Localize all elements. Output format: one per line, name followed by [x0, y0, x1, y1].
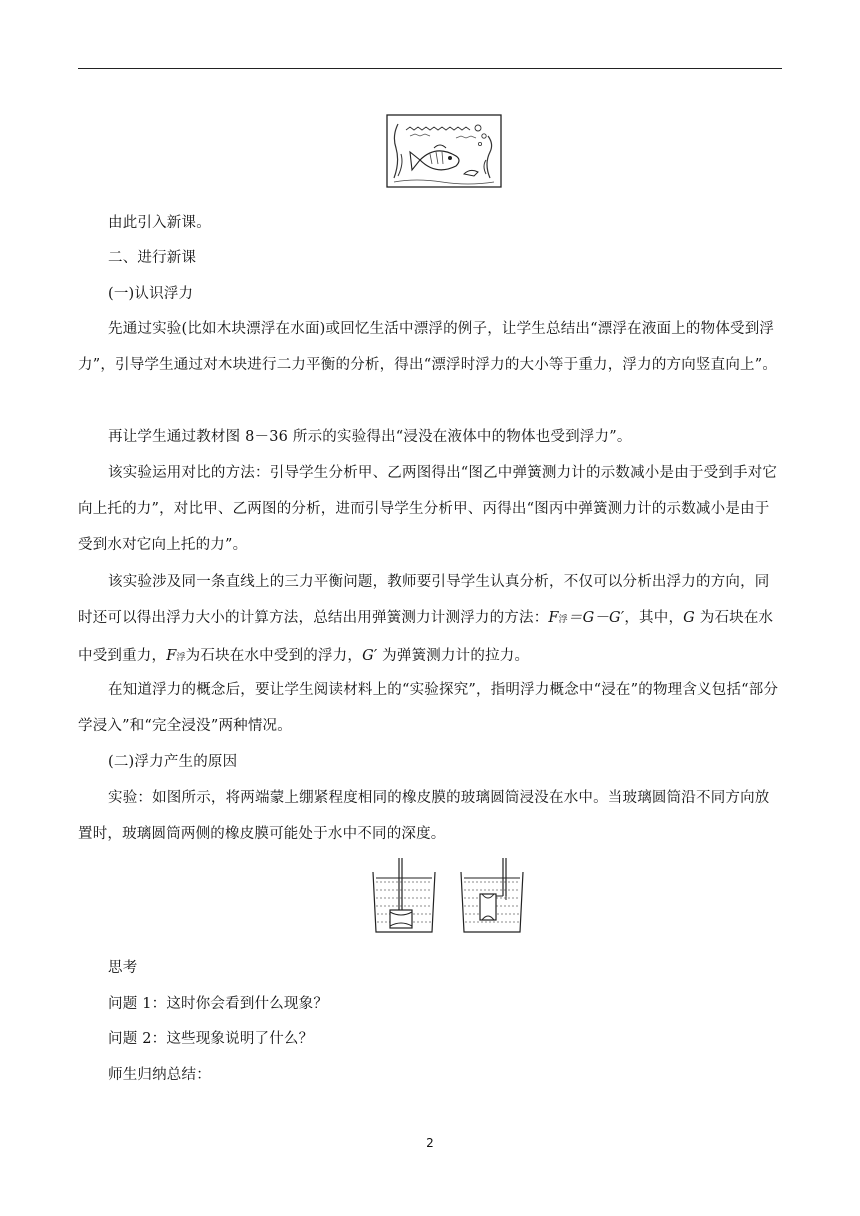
- paragraph-5: 在知道浮力的概念后，要让学生阅读材料上的“实验探究”，指明浮力概念中“浸在”的物理含义包括“部分学浸入”和“完全浸没”两种情况。: [78, 682, 779, 734]
- page-number: 2: [426, 1136, 434, 1150]
- paragraph-4-part-c: 为石块在水中受到重力，: [78, 610, 774, 664]
- summary-line: 师生归纳总结：: [108, 1067, 211, 1083]
- symbol-G: G: [683, 610, 695, 626]
- paragraph-4-part-b: ，其中，: [624, 610, 684, 626]
- formula-sub: 浮: [558, 615, 568, 625]
- symbol-F-sub: 浮: [176, 653, 186, 663]
- think-label: 思考: [108, 960, 138, 976]
- paragraph-4-part-e: 为弹簧测力计的拉力。: [377, 648, 530, 664]
- paragraph-6: 实验：如图所示，将两端蒙上绷紧程度相同的橡皮膜的玻璃圆筒浸没在水中。当玻璃圆筒沿不同方向放置时，玻璃圆筒两侧的橡皮膜可能处于水中不同的深度。: [78, 790, 770, 842]
- subsection-heading-2: (二)浮力产生的原因: [108, 754, 238, 770]
- question-2: 问题 2：这些现象说明了什么？: [108, 1031, 314, 1047]
- glass-tube-experiment-figure: [370, 858, 526, 934]
- paragraph-1: 先通过实验(比如木块漂浮在水面)或回忆生活中漂浮的例子，让学生总结出“漂浮在液面上的物体受到浮力”，引导学生通过对木块进行二力平衡的分析，得出“漂浮时浮力的大小等于重力，浮力的方向竖直向上”。: [78, 321, 778, 373]
- header-rule: [78, 68, 782, 69]
- paragraph-4-part-a: 该实验涉及同一条直线上的三力平衡问题，教师要引导学生认真分析，不仅可以分析出浮力的方向，同时还可以得出浮力大小的计算方法，总结出用弹簧测力计测浮力的方法：: [78, 574, 770, 626]
- question-1: 问题 1：这时你会看到什么现象？: [108, 996, 329, 1012]
- section-heading-2: 二、进行新课: [108, 250, 197, 266]
- symbol-G-prime: G′: [362, 648, 378, 664]
- paragraph-3: 该实验运用对比的方法：引导学生分析甲、乙两图得出“图乙中弹簧测力计的示数减小是由于受到手对它向上托的力”，对比甲、乙两图的分析，进而引导学生分析甲、丙得出“图丙中弹簧测力计的示数减小是由于受到水对它向上托的力”。: [78, 465, 778, 553]
- symbol-F: F: [166, 648, 177, 664]
- formula-F: F: [548, 610, 559, 626]
- subsection-heading-1: (一)认识浮力: [108, 286, 194, 302]
- paragraph-2: 再让学生通过教材图 8－36 所示的实验得出“浸没在液体中的物体也受到浮力”。: [108, 429, 632, 445]
- formula-rhs: ＝G－G′: [567, 610, 625, 626]
- paragraph-4: [78, 564, 782, 676]
- fish-tank-figure: [386, 114, 502, 188]
- paragraph-4-part-d: 为石块在水中受到的浮力，: [185, 648, 363, 664]
- intro-line: 由此引入新课。: [108, 215, 211, 231]
